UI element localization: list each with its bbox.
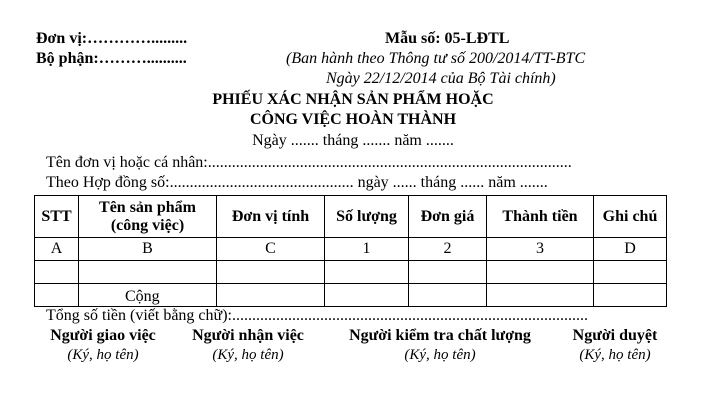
unit-or-person-line: Tên đơn vị hoặc cá nhân:........................................................................................... <box>46 154 572 171</box>
empty-cell <box>594 261 667 284</box>
empty-cell <box>409 284 487 307</box>
empty-cell <box>217 261 325 284</box>
signature-role-giver: Người giao việc <box>50 327 156 344</box>
product-table <box>34 195 667 307</box>
document-title-line1: PHIẾU XÁC NHẬN SẢN PHẨM HOẶC <box>212 91 494 108</box>
empty-cell <box>35 284 79 307</box>
col-header-product <box>79 196 217 238</box>
empty-cell <box>409 261 487 284</box>
contract-line: Theo Hợp đồng số:.............................................. ngày ...... tháng ...... năm ....... <box>46 174 548 191</box>
unit-label: Đơn vị:…………......... <box>36 30 188 47</box>
table-code-row <box>35 238 667 261</box>
empty-cell <box>487 284 594 307</box>
signature-note-approver: (Ký, họ tên) <box>579 347 651 363</box>
empty-cell <box>217 284 325 307</box>
code-cell: D <box>594 238 667 261</box>
empty-cell <box>487 261 594 284</box>
signature-note-receiver: (Ký, họ tên) <box>212 347 284 363</box>
code-cell: 1 <box>325 238 409 261</box>
code-cell: 2 <box>409 238 487 261</box>
code-cell: A <box>35 238 79 261</box>
col-header-unit: Đơn vị tính <box>217 196 325 238</box>
empty-cell <box>325 284 409 307</box>
table-total-row <box>35 284 667 307</box>
empty-cell <box>325 261 409 284</box>
col-header-note: Ghi chú <box>594 196 667 238</box>
empty-cell <box>35 261 79 284</box>
code-cell: B <box>79 238 217 261</box>
col-header-product-line2: (công việc) <box>110 216 185 234</box>
form-number: Mẫu số: 05-LĐTL <box>385 30 510 47</box>
total-label: Cộng <box>79 284 217 307</box>
department-label: Bộ phận:……….......... <box>36 50 187 67</box>
issued-by-line2: Ngày 22/12/2014 của Bộ Tài chính) <box>326 70 556 87</box>
col-header-amount: Thành tiền <box>487 196 594 238</box>
document-date: Ngày ....... tháng ....... năm ....... <box>252 132 454 149</box>
empty-cell <box>79 261 217 284</box>
empty-cell <box>594 284 667 307</box>
col-header-unit-price: Đơn giá <box>409 196 487 238</box>
col-header-quantity: Số lượng <box>325 196 409 238</box>
signature-role-quality-checker: Người kiểm tra chất lượng <box>349 327 531 344</box>
issued-by-line1: (Ban hành theo Thông tư số 200/2014/TT-BTC <box>286 50 586 67</box>
code-cell: C <box>217 238 325 261</box>
table-header-row <box>35 196 667 238</box>
col-header-product-line1: Tên sản phẩm <box>99 198 196 216</box>
col-header-stt: STT <box>35 196 79 238</box>
document-title-line2: CÔNG VIỆC HOÀN THÀNH <box>249 111 457 128</box>
signature-role-receiver: Người nhận việc <box>192 327 304 344</box>
total-in-words-line: Tổng số tiền (viết bằng chữ):......................................................................................... <box>46 307 588 324</box>
signature-note-giver: (Ký, họ tên) <box>67 347 139 363</box>
code-cell: 3 <box>487 238 594 261</box>
signature-note-quality-checker: (Ký, họ tên) <box>404 347 476 363</box>
table-row-empty <box>35 261 667 284</box>
signature-role-approver: Người duyệt <box>572 327 658 344</box>
